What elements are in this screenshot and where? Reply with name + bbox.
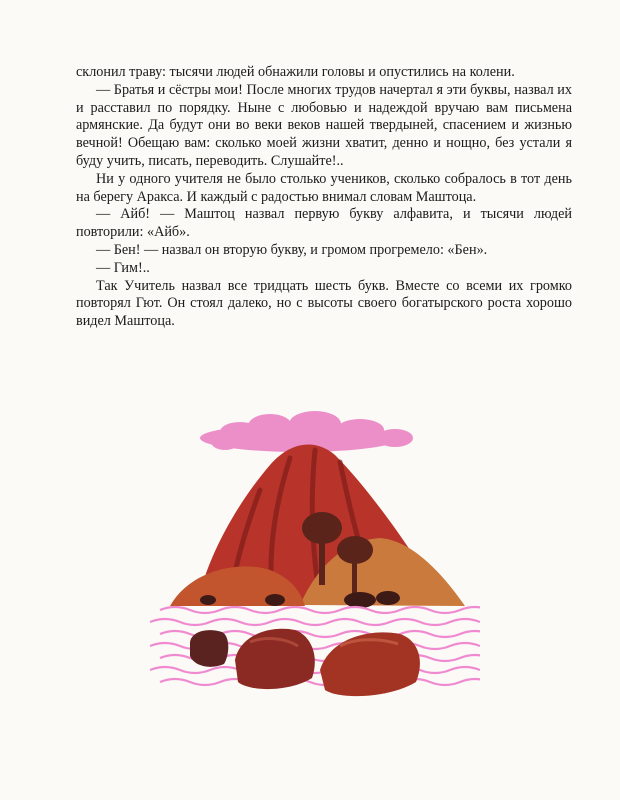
paragraph: — Гим!.. <box>96 259 150 276</box>
paragraph: — Айб! — Маштоц назвал первую букву алфавита, и тысячи людей повторили: «Айб». <box>76 206 572 241</box>
water-stones <box>190 629 420 696</box>
paragraph: — Бен! — назвал он вторую букву, и громом прогремело: «Бен». <box>96 241 488 258</box>
paragraph: склонил траву: тысячи людей обнажили головы и опустились на колени. <box>76 64 515 80</box>
paragraph: Так Учитель назвал все тридцать шесть букв. Вместе со всеми их громко повторял Гют. Он стоял далеко, но с высоты своего богатырского роста хорошо видел Маштоца. <box>76 277 572 330</box>
paragraph: Ни у одного учителя не было столько учеников, сколько собралось в тот день на берегу Аракса. И каждый с радостью внимал словам Маштоца. <box>76 170 572 205</box>
paragraph: — Братья и сёстры мои! После многих трудов начертал я эти буквы, назвал их и расставил по порядку. Ныне с любовью и надеждой вручаю вам письмена армянские. Да будут они во веки веков нашей твердыней, спасением и жизнью вечной! Обещаю вам: сколько моей жизни хватит, денно и нощно, без устали я буду учить, писать, переводить. Слушайте!.. <box>76 81 572 169</box>
mountain-illustration <box>150 410 480 710</box>
story-text <box>76 64 572 331</box>
